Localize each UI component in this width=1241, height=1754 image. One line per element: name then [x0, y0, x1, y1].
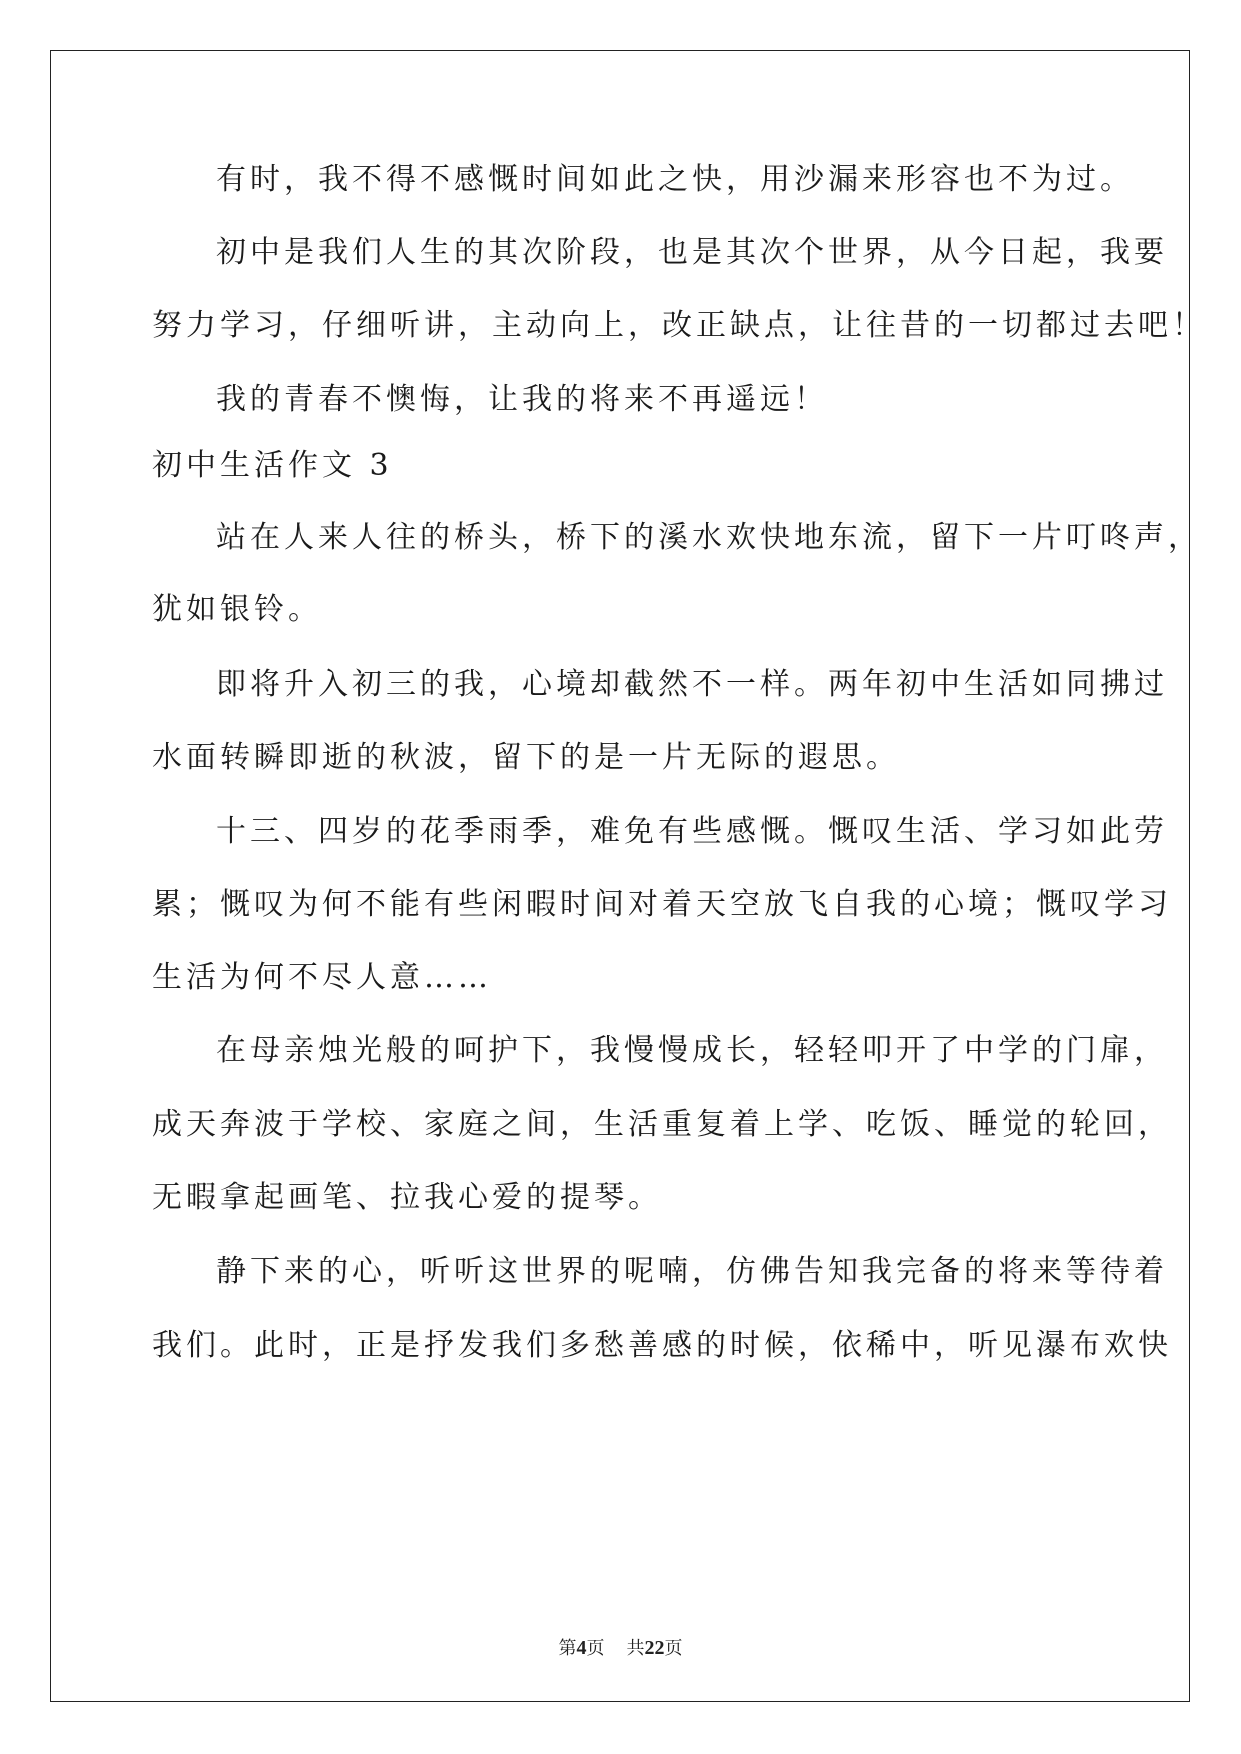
- total-suffix: 页: [664, 1638, 683, 1659]
- total-pages: 22: [644, 1637, 665, 1659]
- page-suffix: 页: [586, 1638, 605, 1659]
- total-prefix: 共: [626, 1638, 645, 1659]
- paragraph-line: 有时，我不得不感慨时间如此之快，用沙漏来形容也不为过。: [216, 162, 1134, 197]
- section-heading: 初中生活作文 3: [152, 448, 393, 483]
- page-border: [50, 50, 1190, 1702]
- paragraph-line: 在母亲烛光般的呵护下，我慢慢成长，轻轻叩开了中学的门扉，: [216, 1033, 1168, 1068]
- paragraph-line: 站在人来人往的桥头，桥下的溪水欢快地东流，留下一片叮咚声，: [216, 520, 1202, 555]
- paragraph-line: 犹如银铃。: [152, 592, 322, 627]
- paragraph-line: 无暇拿起画笔、拉我心爱的提琴。: [152, 1180, 662, 1215]
- page-number: 4: [576, 1637, 587, 1659]
- paragraph-line: 初中是我们人生的其次阶段，也是其次个世界，从今日起，我要: [216, 235, 1168, 270]
- paragraph-line: 十三、四岁的花季雨季，难免有些感慨。慨叹生活、学习如此劳: [216, 814, 1168, 849]
- paragraph-line: 累；慨叹为何不能有些闲暇时间对着天空放飞自我的心境；慨叹学习: [152, 887, 1172, 922]
- paragraph-line: 我们。此时，正是抒发我们多愁善感的时候，依稀中，听见瀑布欢快: [152, 1328, 1172, 1363]
- paragraph-line: 生活为何不尽人意……: [152, 960, 492, 995]
- paragraph-line: 努力学习，仔细听讲，主动向上，改正缺点，让往昔的一切都过去吧！: [152, 308, 1206, 343]
- page-footer: [0, 1634, 1241, 1660]
- paragraph-line: 即将升入初三的我，心境却截然不一样。两年初中生活如同拂过: [216, 667, 1168, 702]
- page-prefix: 第: [558, 1638, 577, 1659]
- paragraph-line: 静下来的心，听听这世界的呢喃，仿佛告知我完备的将来等待着: [216, 1254, 1168, 1289]
- paragraph-line: 水面转瞬即逝的秋波，留下的是一片无际的遐思。: [152, 740, 900, 775]
- paragraph-line: 成天奔波于学校、家庭之间，生活重复着上学、吃饭、睡觉的轮回，: [152, 1107, 1172, 1142]
- paragraph-line: 我的青春不懊悔，让我的将来不再遥远！: [216, 382, 828, 417]
